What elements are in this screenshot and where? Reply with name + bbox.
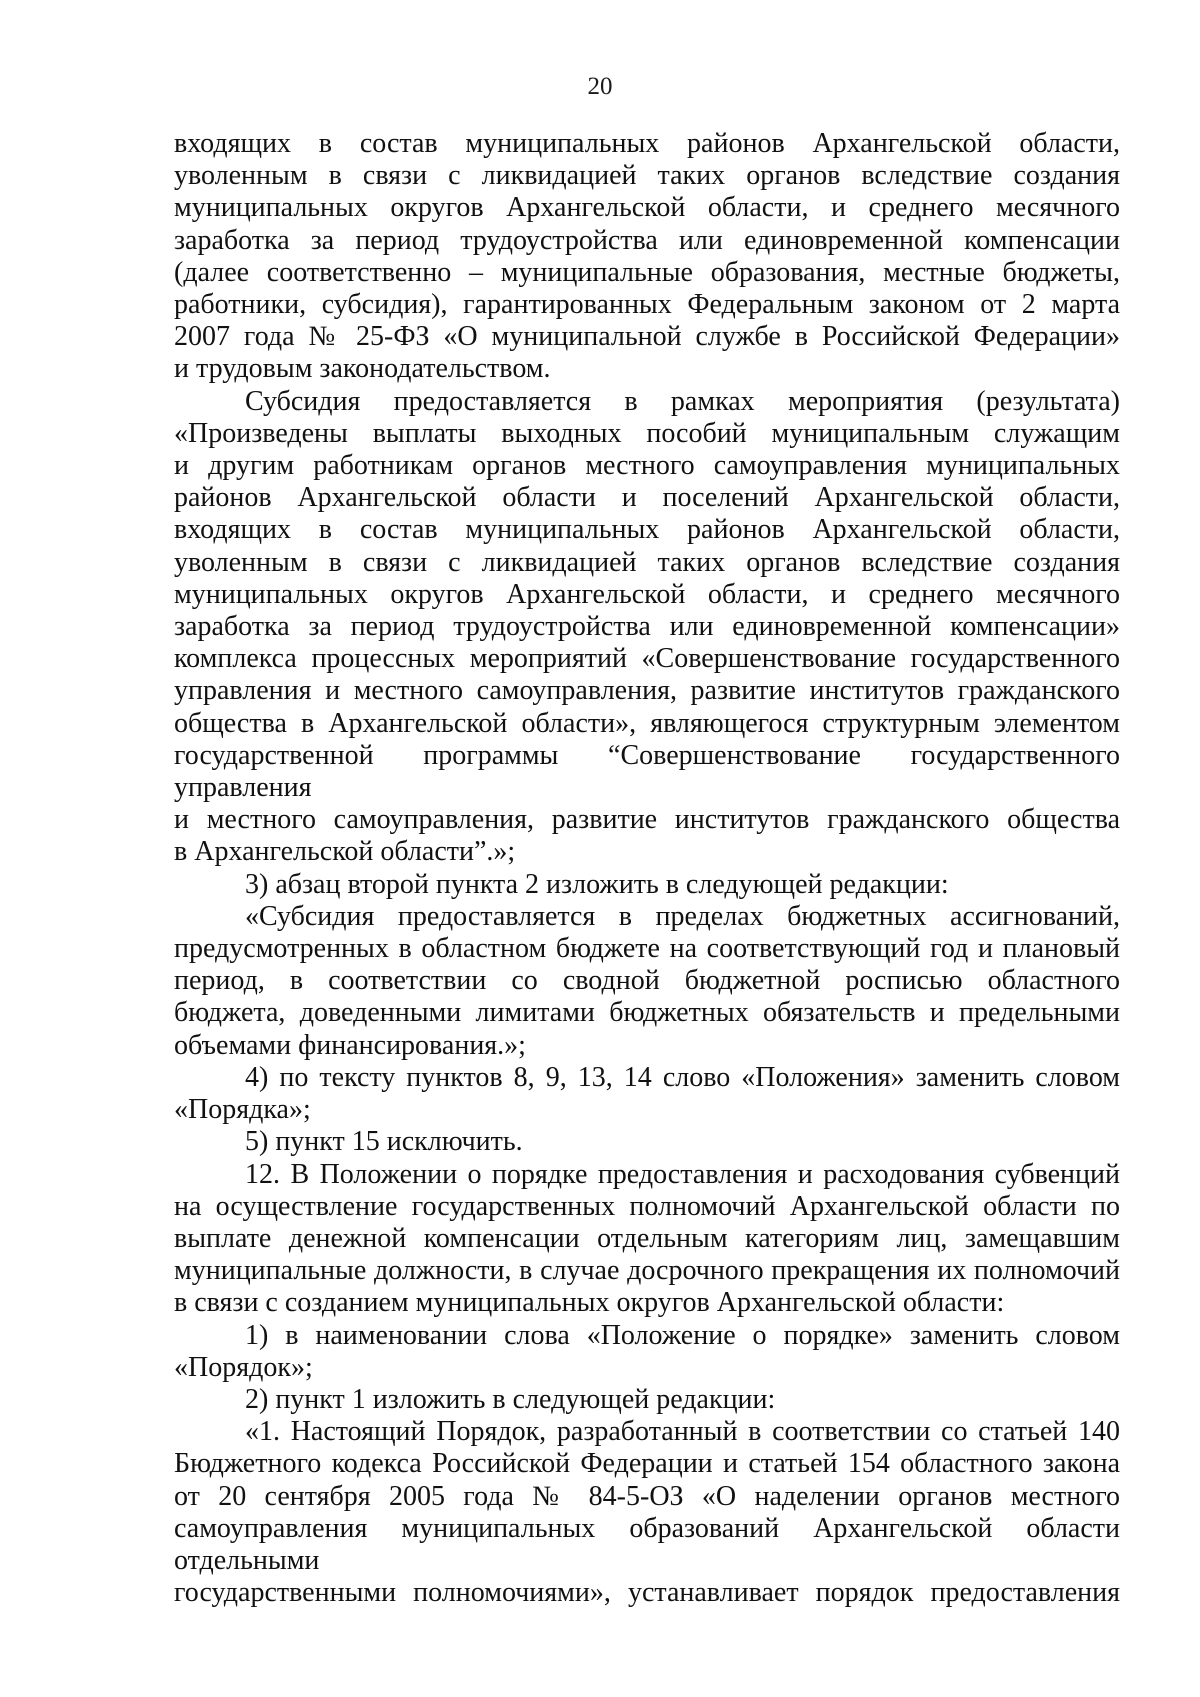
text-line: «Субсидия предоставляется в пределах бюджетных ассигнований, — [245, 900, 1120, 932]
text-line: бюджета, доведенными лимитами бюджетных обязательств и предельными — [174, 997, 1120, 1029]
text-line: и местного самоуправления, развитие институтов гражданского общества — [174, 804, 1120, 836]
text-line: «Порядка»; — [174, 1094, 311, 1126]
text-line: управления и местного самоуправления, развитие институтов гражданского — [174, 675, 1120, 707]
text-line: уволенным в связи с ликвидацией таких органов вследствие создания — [174, 160, 1120, 192]
text-line: комплекса процессных мероприятий «Совершенствование государственного — [174, 643, 1120, 675]
text-line: муниципальных округов Архангельской области, и среднего месячного — [174, 578, 1120, 610]
text-line: муниципальные должности, в случае досрочного прекращения их полномочий — [174, 1255, 1120, 1287]
text-line: самоуправления муниципальных образований Архангельской области отдельными — [174, 1512, 1120, 1576]
text-line: от 20 сентября 2005 года № 84-5-ОЗ «О наделении органов местного — [174, 1480, 1120, 1512]
text-line: работники, субсидия), гарантированных Федеральным законом от 2 марта — [174, 289, 1120, 321]
text-line: 2007 года № 25-ФЗ «О муниципальной службе в Российской Федерации» — [174, 321, 1120, 353]
text-line: 1) в наименовании слова «Положение о порядке» заменить словом — [245, 1319, 1120, 1351]
text-line: период, в соответствии со сводной бюджетной росписью областного — [174, 965, 1120, 997]
text-line: общества в Архангельской области», являющегося структурным элементом — [174, 707, 1120, 739]
text-line: (далее соответственно – муниципальные образования, местные бюджеты, — [174, 256, 1120, 288]
text-line: Бюджетного кодекса Российской Федерации и статьей 154 областного закона — [174, 1448, 1120, 1480]
text-line: Субсидия предоставляется в рамках мероприятия (результата) — [245, 385, 1120, 417]
text-line: «Произведены выплаты выходных пособий муниципальным служащим — [174, 417, 1120, 449]
text-line: заработка за период трудоустройства или единовременной компенсации — [174, 224, 1120, 256]
text-line: и другим работникам органов местного самоуправления муниципальных — [174, 450, 1120, 482]
text-line: на осуществление государственных полномочий Архангельской области по — [174, 1190, 1120, 1222]
text-line: 12. В Положении о порядке предоставления и расходования субвенций — [245, 1158, 1120, 1190]
text-line: государственной программы “Совершенствование государственного управления — [174, 739, 1120, 804]
text-line: 4) по тексту пунктов 8, 9, 13, 14 слово «Положения» заменить словом — [245, 1061, 1120, 1093]
text-line: 3) абзац второй пункта 2 изложить в следующей редакции: — [245, 868, 949, 900]
text-line: 5) пункт 15 исключить. — [245, 1126, 523, 1158]
text-line: районов Архангельской области и поселений Архангельской области, — [174, 482, 1120, 514]
page-number: 20 — [587, 73, 613, 100]
text-line: в Архангельской области”.»; — [174, 836, 516, 868]
text-line: в связи с созданием муниципальных округов Архангельской области: — [174, 1287, 1005, 1319]
text-line: выплате денежной компенсации отдельным категориям лиц, замещавшим — [174, 1222, 1120, 1254]
text-line: объемами финансирования.»; — [174, 1029, 526, 1061]
text-line: «1. Настоящий Порядок, разработанный в соответствии со статьей 140 — [245, 1416, 1120, 1448]
text-line: и трудовым законодательством. — [174, 353, 551, 385]
text-line: заработка за период трудоустройства или единовременной компенсации» — [174, 611, 1120, 643]
text-line: государственными полномочиями», устанавливает порядок предоставления — [174, 1577, 1120, 1609]
text-line: 2) пункт 1 изложить в следующей редакции: — [245, 1383, 776, 1415]
text-line: муниципальных округов Архангельской области, и среднего месячного — [174, 192, 1120, 224]
document-body — [174, 128, 1120, 1609]
text-line: предусмотренных в областном бюджете на соответствующий год и плановый — [174, 933, 1120, 965]
text-line: входящих в состав муниципальных районов Архангельской области, — [174, 514, 1120, 546]
text-line: входящих в состав муниципальных районов Архангельской области, — [174, 128, 1120, 159]
text-line: «Порядок»; — [174, 1351, 313, 1383]
text-line: уволенным в связи с ликвидацией таких органов вследствие создания — [174, 546, 1120, 578]
